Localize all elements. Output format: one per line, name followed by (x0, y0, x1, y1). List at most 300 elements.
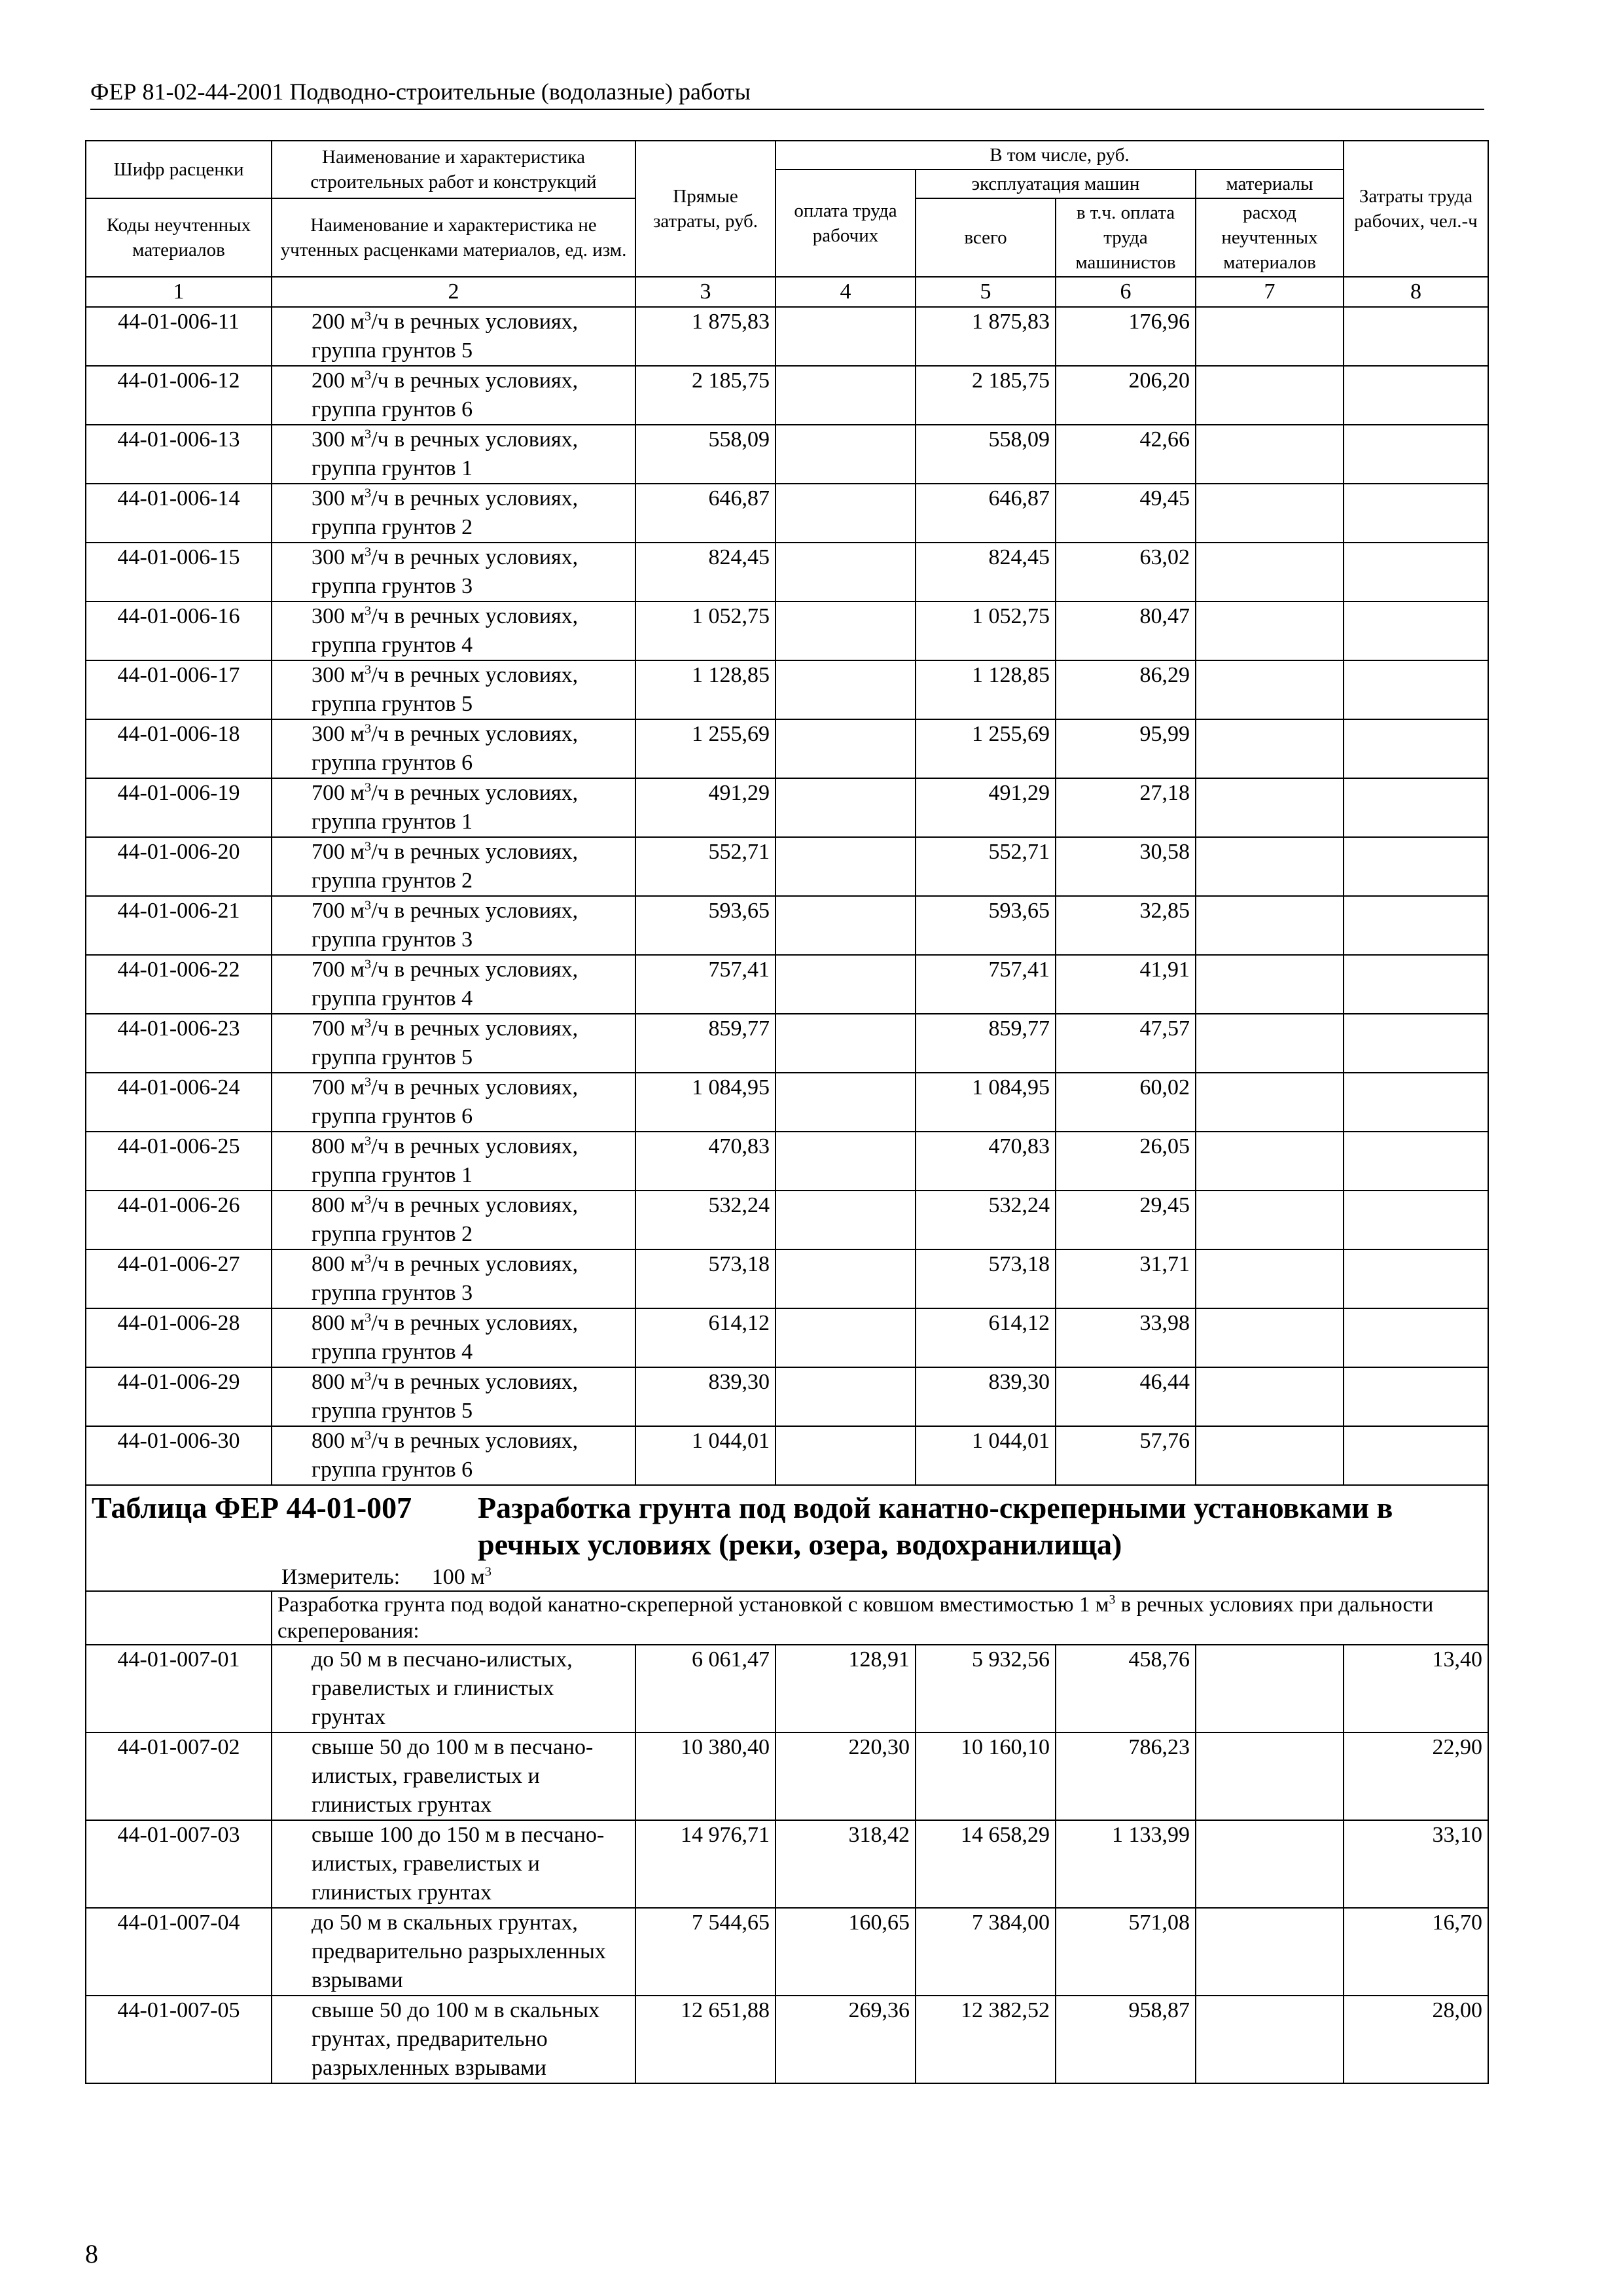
machines-pay: 958,87 (1056, 1996, 1196, 2083)
rate-name (272, 896, 635, 955)
rate-code: 44-01-006-23 (86, 1014, 272, 1073)
rate-name-line1 (312, 308, 630, 336)
rate-name-line2: группа грунтов 5 (312, 338, 473, 363)
table-row (86, 307, 1488, 366)
rate-name-line2: группа грунтов 5 (312, 1399, 473, 1423)
materials-use (1196, 1426, 1344, 1485)
rates-table (85, 140, 1489, 2084)
labor-pay (776, 1367, 916, 1426)
machines-total: 1 255,69 (916, 719, 1056, 778)
col-code-header: Шифр расценки (86, 141, 272, 198)
rate-code: 44-01-006-28 (86, 1308, 272, 1367)
machines-pay: 42,66 (1056, 425, 1196, 484)
direct-cost: 558,09 (635, 425, 776, 484)
rate-name-line1 (312, 367, 630, 395)
rate-name-line2: группа грунтов 4 (312, 633, 473, 657)
materials-use (1196, 1249, 1344, 1308)
labor-hours (1344, 543, 1488, 601)
materials-use (1196, 1014, 1344, 1073)
materials-use (1196, 1132, 1344, 1191)
rate-name-line1 (312, 720, 630, 749)
direct-cost: 573,18 (635, 1249, 776, 1308)
machines-total: 824,45 (916, 543, 1056, 601)
materials-use (1196, 366, 1344, 425)
table-row (86, 1908, 1488, 1996)
labor-pay (776, 543, 916, 601)
rate-name-rest: /ч в речных условиях, (371, 781, 579, 805)
materials-use (1196, 837, 1344, 896)
direct-cost: 614,12 (635, 1308, 776, 1367)
col-number: 3 (635, 277, 776, 307)
unit: м (345, 1370, 365, 1394)
unit-sup: 3 (365, 545, 372, 560)
machines-total: 614,12 (916, 1308, 1056, 1367)
rate-name (272, 366, 635, 425)
labor-pay (776, 601, 916, 660)
direct-cost: 646,87 (635, 484, 776, 543)
table-row (86, 719, 1488, 778)
machines-total: 1 875,83 (916, 307, 1056, 366)
machines-pay: 571,08 (1056, 1908, 1196, 1996)
materials-use (1196, 719, 1344, 778)
unit: м (345, 1134, 365, 1158)
labor-pay: 220,30 (776, 1732, 916, 1820)
table-row (86, 543, 1488, 601)
rate-name (272, 1367, 635, 1426)
labor-pay (776, 484, 916, 543)
labor-hours (1344, 955, 1488, 1014)
incl-header: В том числе, руб. (776, 141, 1344, 170)
machines-total: 14 658,29 (916, 1820, 1056, 1908)
labor-hours (1344, 307, 1488, 366)
machines-pay: 33,98 (1056, 1308, 1196, 1367)
rate-name-rest: /ч в речных условиях, (371, 899, 579, 923)
machines-total: 558,09 (916, 425, 1056, 484)
labor-pay (776, 778, 916, 837)
labor-hours (1344, 1308, 1488, 1367)
labor-pay: 160,65 (776, 1908, 916, 1996)
table-number: Таблица ФЕР 44-01-007 (92, 1491, 412, 1524)
machines-pay: 786,23 (1056, 1732, 1196, 1820)
materials-use (1196, 955, 1344, 1014)
rate-name-line1 (312, 543, 630, 572)
rate-name-rest: /ч в речных условиях, (371, 545, 579, 569)
table-row (86, 1367, 1488, 1426)
flow-value: 800 (312, 1252, 345, 1276)
rate-name (272, 778, 635, 837)
rate-name-line1 (312, 1309, 630, 1338)
rate-code: 44-01-006-17 (86, 660, 272, 719)
rate-code: 44-01-006-13 (86, 425, 272, 484)
rate-name (272, 1073, 635, 1132)
direct-cost: 12 651,88 (635, 1996, 776, 2083)
rate-name-rest: /ч в речных условиях, (371, 663, 579, 687)
rate-code: 44-01-006-21 (86, 896, 272, 955)
machines-pay: 206,20 (1056, 366, 1196, 425)
page-number: 8 (85, 2239, 98, 2269)
labor-pay (776, 307, 916, 366)
unit-sup: 3 (365, 368, 372, 383)
direct-cost: 839,30 (635, 1367, 776, 1426)
table-row (86, 1645, 1488, 1732)
flow-value: 700 (312, 781, 345, 805)
table-row (86, 955, 1488, 1014)
materials-use (1196, 543, 1344, 601)
flow-value: 700 (312, 1016, 345, 1041)
meter-line (92, 1563, 1482, 1590)
machines-total: 491,29 (916, 778, 1056, 837)
rate-code: 44-01-006-14 (86, 484, 272, 543)
unit-sup: 3 (365, 898, 372, 913)
machines-total: 573,18 (916, 1249, 1056, 1308)
rate-name (272, 1014, 635, 1073)
machines-pay: 41,91 (1056, 955, 1196, 1014)
labor-pay: 128,91 (776, 1645, 916, 1732)
materials-use (1196, 307, 1344, 366)
machines-total: 532,24 (916, 1191, 1056, 1249)
labor-hours (1344, 484, 1488, 543)
rate-name-rest: /ч в речных условиях, (371, 1134, 579, 1158)
rate-name-rest: /ч в речных условиях, (371, 958, 579, 982)
table-row (86, 1308, 1488, 1367)
direct-cost: 1 255,69 (635, 719, 776, 778)
rate-code: 44-01-007-04 (86, 1908, 272, 1996)
rate-name (272, 955, 635, 1014)
machines-pay: 176,96 (1056, 307, 1196, 366)
unit-sup: 3 (365, 1134, 372, 1149)
flow-value: 800 (312, 1311, 345, 1335)
machines-total: 859,77 (916, 1014, 1056, 1073)
unit: м (345, 427, 365, 452)
flow-value: 300 (312, 427, 345, 452)
unit: м (345, 663, 365, 687)
table-title: Разработка грунта под водой канатно-скреперными установками в речных условиях (реки, озера, водохранилища) (478, 1491, 1393, 1561)
flow-value: 300 (312, 722, 345, 746)
rate-code: 44-01-007-03 (86, 1820, 272, 1908)
materials-use (1196, 1645, 1344, 1732)
unit: м (345, 1193, 365, 1217)
machines-pay: 80,47 (1056, 601, 1196, 660)
direct-cost: 532,24 (635, 1191, 776, 1249)
machines-pay: 95,99 (1056, 719, 1196, 778)
flow-value: 700 (312, 840, 345, 864)
materials-use (1196, 484, 1344, 543)
direct-cost: 1 875,83 (635, 307, 776, 366)
labor-hours (1344, 896, 1488, 955)
machines-pay: 31,71 (1056, 1249, 1196, 1308)
rate-name (272, 660, 635, 719)
col-number: 7 (1196, 277, 1344, 307)
rate-code: 44-01-006-24 (86, 1073, 272, 1132)
meter-label: Измеритель: (281, 1565, 401, 1589)
rate-name-line1 (312, 956, 630, 984)
rate-code: 44-01-006-27 (86, 1249, 272, 1308)
materials-use (1196, 425, 1344, 484)
labor-pay (776, 896, 916, 955)
table-row (86, 1132, 1488, 1191)
unit-sup: 3 (365, 603, 372, 619)
machines-pay: 57,76 (1056, 1426, 1196, 1485)
materials-use (1196, 1732, 1344, 1820)
direct-cost: 552,71 (635, 837, 776, 896)
machines-pay-header: в т.ч. оплата труда машинистов (1056, 198, 1196, 277)
flow-value: 300 (312, 663, 345, 687)
table-row (86, 896, 1488, 955)
machines-total: 7 384,00 (916, 1908, 1056, 1996)
rate-name-line1 (312, 1132, 630, 1161)
unit-sup: 3 (365, 721, 372, 736)
rate-code: 44-01-006-15 (86, 543, 272, 601)
unit-sup: 3 (365, 1016, 372, 1031)
rate-name-line2: группа грунтов 3 (312, 574, 473, 598)
unit: м (345, 781, 365, 805)
labor-hours (1344, 719, 1488, 778)
rate-name (272, 1249, 635, 1308)
rate-name-line1 (312, 602, 630, 631)
machines-total: 1 044,01 (916, 1426, 1056, 1485)
table-row (86, 601, 1488, 660)
machines-pay: 29,45 (1056, 1191, 1196, 1249)
labor-pay (776, 719, 916, 778)
group-description: Разработка грунта под водой канатно-скреперной установкой с ковшом вместимостью 1 $м^3$ в речных условиях при дальности скреперования: (272, 1591, 1488, 1645)
unit-sup: 3 (365, 1193, 372, 1208)
rate-name-line2: группа грунтов 2 (312, 515, 473, 539)
flow-value: 200 (312, 310, 345, 334)
rate-name-line1 (312, 1368, 630, 1397)
labor-hours (1344, 366, 1488, 425)
flow-value: 800 (312, 1193, 345, 1217)
labor-pay: 318,42 (776, 1820, 916, 1908)
rate-name-rest: /ч в речных условиях, (371, 368, 579, 393)
unit: м (345, 840, 365, 864)
labor-hours: 13,40 (1344, 1645, 1488, 1732)
flow-value: 200 (312, 368, 345, 393)
labor-pay (776, 1132, 916, 1191)
table-row (86, 1426, 1488, 1485)
labor-pay (776, 837, 916, 896)
unit-sup: 3 (365, 1369, 372, 1384)
flow-value: 300 (312, 545, 345, 569)
machines-total: 10 160,10 (916, 1732, 1056, 1820)
rate-name-rest: /ч в речных условиях, (371, 722, 579, 746)
machines-pay: 63,02 (1056, 543, 1196, 601)
machines-pay: 86,29 (1056, 660, 1196, 719)
table-row (86, 1073, 1488, 1132)
flow-value: 800 (312, 1370, 345, 1394)
table-row (86, 660, 1488, 719)
rate-name (272, 1426, 635, 1485)
unit-sup: 3 (365, 1310, 372, 1325)
labor-hours: 33,10 (1344, 1820, 1488, 1908)
rate-code: 44-01-007-05 (86, 1996, 272, 2083)
materials-use (1196, 1308, 1344, 1367)
col-direct-header: Прямые затраты, руб. (635, 141, 776, 277)
materials-use (1196, 1996, 1344, 2083)
rate-name-line2: группа грунтов 1 (312, 456, 473, 480)
machines-pay: 27,18 (1056, 778, 1196, 837)
unit-sup: 3 (365, 662, 372, 677)
rate-name-line2: группа грунтов 6 (312, 1458, 473, 1482)
machines-total: 646,87 (916, 484, 1056, 543)
materials-use (1196, 778, 1344, 837)
table-row (86, 1014, 1488, 1073)
machines-total: 12 382,52 (916, 1996, 1056, 2083)
unit: м (345, 958, 365, 982)
rate-name-rest: /ч в речных условиях, (371, 604, 579, 628)
machines-total: 1 052,75 (916, 601, 1056, 660)
unit-sup: 3 (365, 1428, 372, 1443)
direct-cost: 1 052,75 (635, 601, 776, 660)
labor-pay (776, 1426, 916, 1485)
rate-name-line1 (312, 1250, 630, 1279)
rate-name-line1 (312, 484, 630, 513)
flow-value: 300 (312, 486, 345, 511)
rate-code: 44-01-006-16 (86, 601, 272, 660)
rate-code: 44-01-006-11 (86, 307, 272, 366)
unit: м (345, 310, 365, 334)
labor-pay (776, 1308, 916, 1367)
table-row (86, 1249, 1488, 1308)
rate-name-line1 (312, 661, 630, 690)
rate-name: до 50 м в песчано-илистых, гравелистых и глинистых грунтах (272, 1645, 635, 1732)
machines-pay: 32,85 (1056, 896, 1196, 955)
materials-header: материалы (1196, 170, 1344, 198)
unit: м (345, 486, 365, 511)
rate-code: 44-01-006-30 (86, 1426, 272, 1485)
table-row (86, 778, 1488, 837)
rate-name (272, 307, 635, 366)
page-header: ФЕР 81-02-44-2001 Подводно-строительные (водолазные) работы (90, 77, 1484, 110)
direct-cost: 470,83 (635, 1132, 776, 1191)
labor-pay (776, 660, 916, 719)
col-number: 4 (776, 277, 916, 307)
rate-code: 44-01-006-22 (86, 955, 272, 1014)
machines-pay: 26,05 (1056, 1132, 1196, 1191)
rate-name-rest: /ч в речных условиях, (371, 1016, 579, 1041)
rate-code: 44-01-006-20 (86, 837, 272, 896)
table-007-title-row (86, 1485, 1488, 1591)
labor-hours: 22,90 (1344, 1732, 1488, 1820)
table-row (86, 366, 1488, 425)
rate-code: 44-01-006-12 (86, 366, 272, 425)
rate-name-rest: /ч в речных условиях, (371, 427, 579, 452)
table-row (86, 484, 1488, 543)
labor-hours (1344, 1014, 1488, 1073)
materials-use (1196, 1191, 1344, 1249)
rate-code: 44-01-007-02 (86, 1732, 272, 1820)
machines-pay: 1 133,99 (1056, 1820, 1196, 1908)
table-row (86, 837, 1488, 896)
rate-name (272, 1132, 635, 1191)
labor-hours: 28,00 (1344, 1996, 1488, 2083)
rate-name-line1 (312, 1073, 630, 1102)
rate-name-line2: группа грунтов 3 (312, 927, 473, 952)
direct-cost: 7 544,65 (635, 1908, 776, 1996)
labor-pay: 269,36 (776, 1996, 916, 2083)
rate-name-line1 (312, 1191, 630, 1220)
rate-code: 44-01-006-29 (86, 1367, 272, 1426)
rate-name (272, 837, 635, 896)
rate-name-line2: группа грунтов 3 (312, 1281, 473, 1305)
materials-use (1196, 1073, 1344, 1132)
labor-hours (1344, 778, 1488, 837)
machines-total: 2 185,75 (916, 366, 1056, 425)
machines-total: 839,30 (916, 1367, 1056, 1426)
labor-pay (776, 1249, 916, 1308)
rate-name-line2: группа грунтов 2 (312, 869, 473, 893)
flow-value: 700 (312, 1075, 345, 1100)
machines-pay: 458,76 (1056, 1645, 1196, 1732)
direct-cost: 824,45 (635, 543, 776, 601)
unit: м (345, 1252, 365, 1276)
col-number: 6 (1056, 277, 1196, 307)
labor-pay (776, 1014, 916, 1073)
rate-name-line2: группа грунтов 5 (312, 692, 473, 716)
unit: м (345, 1075, 365, 1100)
meter-value: 100 $м^3$ (431, 1564, 491, 1589)
rate-code: 44-01-006-25 (86, 1132, 272, 1191)
rate-code: 44-01-006-19 (86, 778, 272, 837)
rate-name-line2: группа грунтов 5 (312, 1045, 473, 1069)
flow-value: 300 (312, 604, 345, 628)
labor-hours (1344, 660, 1488, 719)
table-row (86, 1732, 1488, 1820)
flow-value: 700 (312, 899, 345, 923)
labor-pay (776, 425, 916, 484)
unit-sup: 3 (365, 486, 372, 501)
col-name-header: Наименование и характеристика строительных работ и конструкций (272, 141, 635, 198)
unit: м (345, 368, 365, 393)
labor-pay (776, 955, 916, 1014)
rate-name-rest: /ч в речных условиях, (371, 1429, 579, 1453)
direct-cost: 1 128,85 (635, 660, 776, 719)
rate-name-line1 (312, 779, 630, 808)
rate-code: 44-01-007-01 (86, 1645, 272, 1732)
machines-total: 593,65 (916, 896, 1056, 955)
direct-cost: 593,65 (635, 896, 776, 955)
direct-cost: 14 976,71 (635, 1820, 776, 1908)
labor-hours (1344, 425, 1488, 484)
unit: м (345, 1311, 365, 1335)
uncounted-name-header: Наименование и характеристика не учтенных расценками материалов, ед. изм. (272, 198, 635, 277)
labor-hours (1344, 1426, 1488, 1485)
table-row (86, 425, 1488, 484)
machines-pay: 47,57 (1056, 1014, 1196, 1073)
unit-sup: 3 (365, 1251, 372, 1266)
rate-name (272, 425, 635, 484)
labor-hours (1344, 1367, 1488, 1426)
materials-use (1196, 1367, 1344, 1426)
col-number: 8 (1344, 277, 1488, 307)
column-numbers-row (86, 277, 1488, 307)
unit: м (345, 899, 365, 923)
rate-name-line2: группа грунтов 6 (312, 751, 473, 775)
flow-value: 800 (312, 1134, 345, 1158)
materials-use (1196, 896, 1344, 955)
direct-cost: 10 380,40 (635, 1732, 776, 1820)
unit-sup: 3 (365, 1075, 372, 1090)
machines-total: 757,41 (916, 955, 1056, 1014)
rate-name-rest: /ч в речных условиях, (371, 486, 579, 511)
direct-cost: 2 185,75 (635, 366, 776, 425)
materials-use (1196, 601, 1344, 660)
machines-pay: 30,58 (1056, 837, 1196, 896)
flow-value: 700 (312, 958, 345, 982)
machines-pay: 60,02 (1056, 1073, 1196, 1132)
rate-name-rest: /ч в речных условиях, (371, 840, 579, 864)
unit-sup: 3 (365, 309, 372, 324)
labor-hours (1344, 1249, 1488, 1308)
